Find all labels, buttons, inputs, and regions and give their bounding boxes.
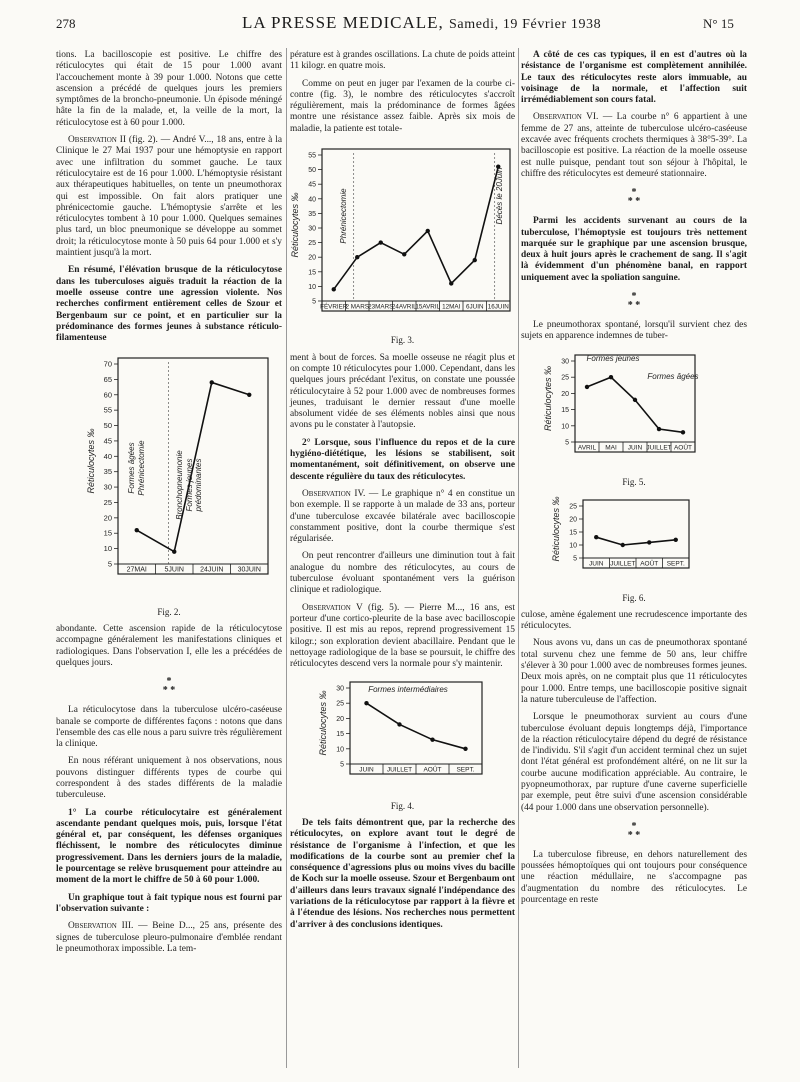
data-point <box>172 550 176 554</box>
separator-star: * <box>631 187 637 199</box>
x-tick-label: JUILLET <box>610 560 636 568</box>
column-rule <box>286 48 287 1068</box>
issue-date: Samedi, 19 Février 1938 <box>449 17 602 32</box>
y-tick-label: 50 <box>308 167 316 175</box>
paragraph: Nous avons vu, dans un cas de pneumothorax spontané total survenu chez une femme de 50 ans, leur chiffre s'élever à 30 pour 1.000 avec de nombreuses formes jeunes. Deux mois après, on ne comptait plus que 11 réticulocytes pour 1.000. Entre temps, une bacilloscopie positive signait la nature tuberculeuse de l'affection. <box>521 638 747 705</box>
observation-2 <box>56 135 282 259</box>
data-point <box>674 538 678 542</box>
column-3 <box>521 50 747 912</box>
y-tick-label: 25 <box>561 374 569 382</box>
paragraph: De tels faits démontrent que, par la recherche des réticulocytes, on explore avant tout le degré de résistance de l'organisme à l'infection, et que les modifications de la courbe sont au premier chef la conséquence d'agressions plus ou moins vives du bacille de Koch sur la moelle osseuse. Szour et Bergenbaum ont d'ailleurs dans leurs travaux signalé l'indépendance des variations de la réticulocytose par rapport à la fièvre et à l'étendue des lésions. Nos recherches nous permettent d'arriver à des conclusions identiques. <box>290 817 515 930</box>
x-tick-label: 24AVRIL <box>391 303 417 311</box>
y-axis-label: Réticulocytes ‰ <box>551 496 561 562</box>
x-tick-label: AVRIL <box>577 444 597 452</box>
y-tick-label: 30 <box>103 482 112 492</box>
y-tick-label: 70 <box>103 359 112 369</box>
figure-3 <box>290 141 515 347</box>
y-tick-label: 15 <box>561 406 569 414</box>
section-separator <box>521 188 747 206</box>
observation-6 <box>521 112 747 180</box>
paragraph: En nous référant uniquement à nos observations, nous pouvons distinguer différents types de courbe qui correspondent à des stades différents de la maladie tuberculeuse. <box>56 756 282 801</box>
data-point <box>449 281 453 285</box>
annotation-label: Bronchopneumonie <box>175 450 184 521</box>
data-point <box>247 393 251 397</box>
y-tick-label: 5 <box>312 298 316 306</box>
y-tick-label: 25 <box>103 498 112 508</box>
observation-4 <box>290 489 515 545</box>
series-line <box>587 377 683 432</box>
x-tick-label: JUIN <box>589 560 604 568</box>
data-point <box>402 252 406 256</box>
x-tick-label: AOÛT <box>673 444 693 452</box>
journal-name: LA PRESSE MEDICALE, <box>242 13 444 32</box>
figure-caption: Fig. 4. <box>390 800 415 811</box>
fig5-chart <box>521 349 747 471</box>
fig6-chart <box>521 494 747 586</box>
data-point <box>657 426 661 430</box>
y-tick-label: 25 <box>569 503 577 511</box>
figure-2 <box>56 350 282 618</box>
x-tick-label: 6JUIN <box>466 303 484 311</box>
x-tick-label: SEPT. <box>666 560 685 568</box>
y-tick-label: 30 <box>308 225 316 233</box>
x-tick-label: 27MAI <box>126 566 147 574</box>
y-tick-label: 20 <box>308 254 316 262</box>
paragraph: culose, amène également une recrudescence importante des réticulocytes. <box>521 609 747 632</box>
data-point <box>621 543 625 547</box>
annotation-label: Formes âgées <box>127 442 136 494</box>
observation-text: (fig. 5). — Pierre M..., 16 ans, est porteur d'une cortico-pleurite de la base avec bacilloscopie positive. Il est mis au repos, reprend progressivement 15 kilogr.; son exploration devient abacillaire. Pendant que le nettoyage radiologique de la base se poursuit, le chiffre des réticulocytes descend vers la normale pour s'y maintenir. <box>290 602 515 670</box>
data-point <box>210 381 214 385</box>
separator-star: * <box>631 291 637 303</box>
data-point <box>332 287 336 291</box>
y-tick-label: 45 <box>308 181 316 189</box>
observation-text: — Beine D..., 25 ans, présente des signes de tuberculose pleuro-pulmonaire d'emblée rendant le pneumothorax impossible. La tem- <box>56 921 283 954</box>
y-tick-label: 15 <box>308 269 316 277</box>
data-point <box>473 258 477 262</box>
x-tick-label: AOÛT <box>423 766 442 774</box>
y-tick-label: 25 <box>336 701 344 709</box>
figure-6 <box>521 494 747 604</box>
y-tick-label: 40 <box>103 452 112 462</box>
y-tick-label: 30 <box>336 685 344 693</box>
data-point <box>633 397 637 401</box>
y-tick-label: 10 <box>336 746 344 754</box>
y-tick-label: 35 <box>103 467 112 477</box>
page-header <box>0 0 800 40</box>
y-tick-label: 65 <box>103 375 112 385</box>
observation-text: — La courbe n° 6 appartient à une femme de 27 ans, atteinte de tuberculose ulcéro-caséeuse excavée avec fréquents crochets thermiques à 38°5-39°. La bacilloscopie est positive. La réaction de la moelle osseuse est nulle puisque, pendant tout son séjour à l'hôpital, le chiffre des réticulocytes est demeuré stationnaire. <box>521 112 748 179</box>
x-tick-label: 15AVRIL <box>415 303 441 311</box>
y-tick-label: 45 <box>103 436 112 446</box>
y-axis-label: Réticulocytes ‰ <box>318 690 328 756</box>
x-tick-label: JUIN <box>627 444 643 452</box>
data-point <box>135 528 139 532</box>
paragraph: Comme on peut en juger par l'examen de la courbe ci-contre (fig. 3), le nombre des réticulocytes s'accroît régulièrement, mais la prédominance de formes âgées montre une résistance assez faible. Après six mois de maladie, la patiente est totale- <box>290 78 515 134</box>
issue-number: N° 15 <box>703 16 734 31</box>
y-tick-label: 10 <box>561 422 569 430</box>
data-point <box>594 535 598 539</box>
observation-text: (fig. 2). — André V..., 18 ans, entre à la Clinique le 27 Mai 1937 pour une hémoptysie en rapport avec une infiltration du sommet gauche. Le taux réticulocytaire est de 16 pour 1.000. L'hémoptysie résistant aux thérapeutiques habituelles, on tente un pneumothorax qui est impossible. On fait alors pratiquer une phrénicectomie gauche. L'hémoptysie s'arrête et les réticulocytes tombent à 10 pour 1.000. Quelques semaines plus tard, un bloc pneumonique se développe au sommet droit; la réticulocytose monte à 50 puis 64 pour 1.000 et s'y maintient jusqu'à la mort. <box>56 135 282 259</box>
y-axis-label: Réticulocytes ‰ <box>290 192 300 258</box>
section-separator <box>521 292 747 310</box>
y-tick-label: 55 <box>308 152 316 160</box>
x-tick-label: JUILLET <box>386 766 413 774</box>
observation-5 <box>290 603 515 671</box>
paragraph: En résumé, l'élévation brusque de la réticulocytose dans les tuberculoses aiguës traduit la réaction de la moelle osseuse contre une agression violente. Nos recherches confirment entièrement celles de Szour et Bergenbaum sur ce point, et en particulier sur la prédominance des formes jeunes à substance réticulo-filamenteuse <box>56 265 282 344</box>
paragraph: tions. La bacilloscopie est positive. Le chiffre des réticulocytes qui était de 15 pour 1.000 avant l'accouchement monte à 39 pour 1.000. Notons que cette ascension a précédé de quelques jours les premiers symptômes de la broncho-pneumonie. Un épisode méningé hâte la fin de la malade, et, la veille de la mort, la réticulocytose est à 60 pour 1.000. <box>56 50 282 128</box>
annotation-label: Décès le 20Juin <box>495 167 504 225</box>
separator-stars: * * <box>627 196 641 208</box>
y-tick-label: 25 <box>308 240 316 248</box>
y-tick-label: 5 <box>340 761 344 769</box>
journal-title <box>242 13 601 33</box>
annotation-label: Formes âgées <box>647 371 699 381</box>
data-point <box>379 240 383 244</box>
fig3-chart <box>290 141 515 329</box>
data-point <box>364 701 368 705</box>
x-tick-label: 12MAI <box>442 303 461 311</box>
y-tick-label: 40 <box>308 196 316 204</box>
column-1 <box>56 50 282 961</box>
column-2 <box>290 50 515 937</box>
paragraph: Un graphique tout à fait typique nous est fourni par l'observation suivante : <box>56 892 282 914</box>
y-tick-label: 35 <box>308 210 316 218</box>
annotation-label: Formes intermédiaires <box>368 685 448 695</box>
fig4-chart <box>290 676 515 794</box>
x-tick-label: AOÛT <box>640 560 659 568</box>
x-tick-label: 16JUIN <box>487 303 509 311</box>
figure-caption: Fig. 3. <box>390 335 415 346</box>
separator-stars: * * <box>162 685 176 697</box>
annotation-label: Formes jeunes <box>586 353 640 363</box>
page-number: 278 <box>56 16 76 31</box>
paragraph: A côté de ces cas typiques, il en est d'autres où la résistance de l'organisme est complètement annihilée. Le taux des réticulocytes reste alors immuable, au voisinage de la normale, et l'affection suit irrémédiablement son cours fatal. <box>521 50 747 106</box>
fig2-chart <box>56 350 282 600</box>
separator-star: * <box>166 676 172 688</box>
x-tick-label: 5JUIN <box>164 566 184 574</box>
annotation-label: Phrénicectomie <box>339 188 348 244</box>
observation-3 <box>56 921 282 955</box>
y-tick-label: 5 <box>573 555 577 563</box>
data-point <box>426 229 430 233</box>
y-tick-label: 20 <box>561 390 569 398</box>
y-tick-label: 60 <box>103 390 112 400</box>
paragraph: abondante. Cette ascension rapide de la réticulocytose accompagne généralement les manifestations cliniques et radiologiques. Dans l'observation I, elle les a précédées de quelques jours. <box>56 624 282 668</box>
data-point <box>355 255 359 259</box>
figure-caption: Fig. 2. <box>157 606 181 617</box>
paragraph: ment à bout de forces. Sa moelle osseuse ne réagit plus et on compte 10 réticulocytes pour 1.000. Cependant, dans les quelques jours précédant l'exitus, on constate une poussée réticulocytaire à 52 pour 1.000 avec de nombreuses formes jeunes, traduisant le dernier ressaut d'une moelle absolument vidée de ses éléments nobles ainsi que nous avons pu le constater à l'autopsie. <box>290 352 515 431</box>
data-point <box>585 384 589 388</box>
annotation-label: Formes jeunes <box>185 458 194 512</box>
data-point <box>609 375 613 379</box>
x-tick-label: 23MARS <box>368 303 394 311</box>
x-tick-label: JUILLET <box>646 444 672 452</box>
y-tick-label: 5 <box>565 439 569 447</box>
paragraph: Parmi les accidents survenant au cours de la tuberculose, l'hémoptysie est toujours très nettement marquée sur le graphique par une ascension brusque, deux à huit jours après le crachement de sang. Il s'agit là évidemment d'un phénomène banal, en rapport uniquement avec la spoliation sanguine. <box>521 216 747 283</box>
observation-text: — Le graphique n° 4 en constitue un bon exemple. Il se rapporte à un malade de 33 ans, porteur d'une tuberculose excavée bilatérale avec bacilloscopie constamment positive, dont la courbe thermique s'est régularisée. <box>290 488 515 545</box>
x-tick-label: 24JUIN <box>200 566 224 574</box>
paragraph: La réticulocytose dans la tuberculose ulcéro-caséeuse banale se comporte de différentes façons : notons que dans l'ensemble des cas elle nous a paru suivre très régulièrement la clinique. <box>56 705 282 750</box>
observation-label: Observation V <box>302 602 363 613</box>
paragraph: 1° La courbe réticulocytaire est généralement ascendante pendant quelques mois, puis, lorsque l'état général et, par conséquent, les défenses organiques fléchissent, le nombre des réticulocytes diminue progressivement. Dans les derniers jours de la maladie, le pourcentage se relève brusquement pour atteindre au moment de la mort le chiffre de 50 à 60 pour 1.000. <box>56 807 282 886</box>
observation-label: Observation II <box>68 135 127 146</box>
figure-5 <box>521 349 747 489</box>
figure-caption: Fig. 5. <box>622 476 646 487</box>
separator-stars: * * <box>627 829 641 841</box>
paragraph: La tuberculose fibreuse, en dehors naturellement des poussées hémoptoïques qui ont toujours pour conséquence une réaction médullaire, ne s'accompagne pas d'augmentation du nombre des réticulocytes. Le pourcentage en reste <box>521 849 747 906</box>
figure-4 <box>290 676 515 812</box>
y-tick-label: 15 <box>336 731 344 739</box>
observation-label: Observation VI. <box>533 112 599 123</box>
paragraph: Le pneumothorax spontané, lorsqu'il survient chez des sujets en apparence indemnes de tuber- <box>521 320 747 342</box>
x-tick-label: 30JUIN <box>237 566 261 574</box>
y-tick-label: 55 <box>103 406 112 416</box>
annotation-label: Phrénicectomie <box>137 440 146 496</box>
y-tick-label: 20 <box>336 716 344 724</box>
y-axis-label: Réticulocytes ‰ <box>86 428 96 494</box>
y-tick-label: 10 <box>308 283 316 291</box>
series-line <box>334 167 499 290</box>
data-point <box>397 723 401 727</box>
annotation-label: prédominantes <box>194 458 203 512</box>
series-line <box>367 704 466 750</box>
y-tick-label: 50 <box>103 421 112 431</box>
y-tick-label: 10 <box>103 544 112 554</box>
x-tick-label: MAI <box>605 444 617 452</box>
x-tick-label: FÉVRIER <box>320 303 348 311</box>
paragraph: Lorsque le pneumothorax survient au cours d'une tuberculose évoluant depuis longtemps déjà, l'importance de la réaction réticulocytaire dépend du degré de résistance de l'individu. S'il s'agit d'un accident terminal chez un sujet dont l'état général est profondément altéré, on ne lit sur la courbe aucune modification appréciable. Au contraire, le pyopneumothorax, par rupture d'une caverne superficielle par exemple, peut être suivi d'une ascension considérable (44 pour 1.000 dans une observation personnelle). <box>521 712 747 813</box>
series-line <box>596 537 676 545</box>
y-tick-label: 30 <box>561 358 569 366</box>
chart-frame <box>350 682 482 774</box>
y-tick-label: 5 <box>107 559 112 569</box>
y-tick-label: 20 <box>569 516 577 524</box>
y-tick-label: 10 <box>569 542 577 550</box>
data-point <box>430 738 434 742</box>
data-point <box>463 747 467 751</box>
separator-stars: * * <box>627 300 641 312</box>
column-rule <box>518 48 519 1068</box>
section-separator <box>56 677 282 695</box>
y-tick-label: 15 <box>569 529 577 537</box>
figure-caption: Fig. 6. <box>622 592 646 603</box>
paragraph: 2° Lorsque, sous l'influence du repos et de la cure hygiéno-diététique, les lésions se stabilisent, soit momentanément, soit définitivement, on observe une descente régulière du taux des réticulocytes. <box>290 437 515 482</box>
x-tick-label: 2 MARS <box>345 303 369 311</box>
data-point <box>647 540 651 544</box>
data-point <box>681 430 685 434</box>
observation-label: Observation III. <box>68 921 134 932</box>
observation-label: Observation IV. <box>302 488 366 499</box>
paragraph: pérature est à grandes oscillations. La chute de poids atteint 11 kilogr. en quatre mois. <box>290 50 515 72</box>
paragraph: On peut rencontrer d'ailleurs une diminution tout à fait analogue du nombre des réticulocytes, au cours de tuberculose évoluant spontanément vers la guérison clinique et radiologique. <box>290 551 515 596</box>
separator-star: * <box>631 820 637 832</box>
y-tick-label: 20 <box>103 513 112 523</box>
x-tick-label: SEPT. <box>456 766 475 774</box>
chart-frame <box>575 355 695 452</box>
y-tick-label: 15 <box>103 529 112 539</box>
y-axis-label: Réticulocytes ‰ <box>543 365 553 431</box>
section-separator <box>521 822 747 840</box>
x-tick-label: JUIN <box>359 766 374 774</box>
